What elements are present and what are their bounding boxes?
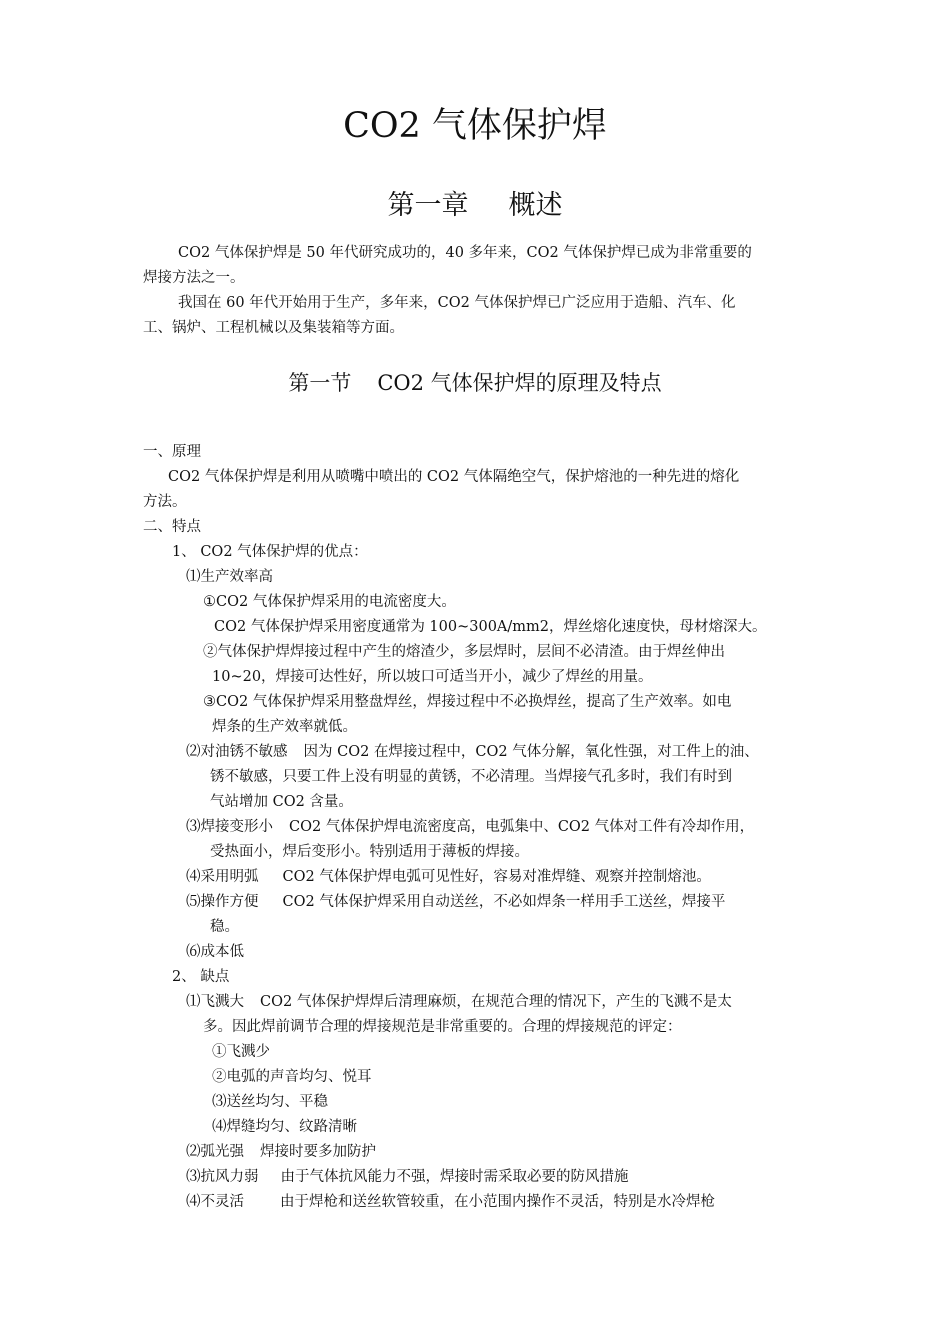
principle-line-1: CO2 气体保护焊是利用从喷嘴中喷出的 CO2 气体隔绝空气，保护熔池的一种先进的熔化 — [168, 469, 740, 485]
advantage-5-line-2: 稳。 — [210, 919, 239, 935]
advantage-5-text: CO2 气体保护焊采用自动送丝，不必如焊条一样用手工送丝，焊接平 — [282, 894, 726, 910]
section-number: 第一节 — [288, 371, 352, 395]
advantage-2-line-2: 锈不敏感，只要工件上没有明显的黄锈，不必清理。当焊接气孔多时，我们有时到 — [210, 769, 732, 785]
disadvantage-1-line-1 — [186, 991, 732, 1013]
criterion-2: ②电弧的声音均匀、悦耳 — [212, 1069, 372, 1085]
advantage-4-text: CO2 气体保护焊电弧可见性好，容易对准焊缝、观察并控制熔池。 — [282, 869, 711, 885]
document-title: CO2 气体保护焊 — [343, 106, 607, 146]
criterion-4: ⑷焊缝均匀、纹路清晰 — [212, 1119, 357, 1135]
advantage-3-line-1 — [186, 816, 754, 838]
disadvantage-1-label: ⑴飞溅大 — [186, 994, 244, 1010]
advantage-4-line — [186, 866, 711, 888]
section-name: CO2 气体保护焊的原理及特点 — [377, 371, 662, 395]
disadvantage-1-line-2: 多。因此焊前调节合理的焊接规范是非常重要的。合理的焊接规范的评定： — [203, 1019, 682, 1035]
advantage-2-line-1 — [186, 741, 759, 763]
advantage-4-label: ⑷采用明弧 — [186, 869, 259, 885]
advantage-3-text: CO2 气体保护焊电流密度高，电弧集中、CO2 气体对工件有冷却作用， — [289, 819, 755, 835]
chapter-number: 第一章 — [387, 190, 469, 221]
advantage-1-point-3-line-1: ③CO2 气体保护焊采用整盘焊丝，焊接过程中不必换焊丝，提高了生产效率。如电 — [203, 694, 732, 710]
advantage-5-line-1 — [186, 891, 725, 913]
advantage-1-point-2-line-2: 10~20，焊接可达性好，所以坡口可适当开小，减少了焊丝的用量。 — [212, 669, 653, 685]
section-heading — [0, 367, 950, 399]
advantage-1-point-1-detail: CO2 气体保护焊采用密度通常为 100~300A/mm2，焊丝熔化速度快，母材熔深大。 — [214, 619, 767, 635]
advantages-heading: 1、 CO2 气体保护焊的优点： — [172, 544, 368, 560]
intro-paragraph-1-line-1: CO2 气体保护焊是 50 年代研究成功的，40 多年来，CO2 气体保护焊已成为非常重要的 — [178, 245, 752, 261]
disadvantage-3-label: ⑶抗风力弱 — [186, 1169, 259, 1185]
chapter-name: 概述 — [508, 190, 563, 221]
advantage-2-text: 因为 CO2 在焊接过程中，CO2 气体分解，氧化性强，对工件上的油、 — [303, 744, 759, 760]
features-heading: 二、特点 — [143, 519, 201, 535]
advantage-1-point-3-line-2: 焊条的生产效率就低。 — [212, 719, 357, 735]
intro-paragraph-1-line-2: 焊接方法之一。 — [143, 270, 245, 286]
disadvantage-2-text: 焊接时要多加防护 — [260, 1144, 376, 1160]
advantage-2-label: ⑵对油锈不敏感 — [186, 744, 288, 760]
advantage-1-point-1: ①CO2 气体保护焊采用的电流密度大。 — [203, 594, 456, 610]
advantage-2-line-3: 气站增加 CO2 含量。 — [210, 794, 353, 810]
principle-line-2: 方法。 — [143, 494, 187, 510]
intro-paragraph-2-line-2: 工、锅炉、工程机械以及集装箱等方面。 — [143, 320, 404, 336]
advantage-5-label: ⑸操作方便 — [186, 894, 259, 910]
disadvantage-2-label: ⑵弧光强 — [186, 1144, 244, 1160]
disadvantage-2-line — [186, 1141, 376, 1163]
disadvantages-heading: 2、 缺点 — [172, 969, 230, 985]
advantage-3-line-2: 受热面小，焊后变形小。特别适用于薄板的焊接。 — [210, 844, 529, 860]
disadvantage-1-text: CO2 气体保护焊焊后清理麻烦，在规范合理的情况下，产生的飞溅不是太 — [260, 994, 732, 1010]
disadvantage-4-line — [186, 1191, 715, 1213]
advantage-1-label: ⑴生产效率高 — [186, 569, 273, 585]
chapter-heading — [0, 187, 950, 225]
disadvantage-3-line — [186, 1166, 629, 1188]
advantage-1-point-2-line-1: ②气体保护焊焊接过程中产生的熔渣少，多层焊时，层间不必清渣。由于焊丝伸出 — [203, 644, 725, 660]
criterion-3: ⑶送丝均匀、平稳 — [212, 1094, 328, 1110]
advantage-3-label: ⑶焊接变形小 — [186, 819, 273, 835]
advantage-6-label: ⑹成本低 — [186, 944, 244, 960]
disadvantage-4-text: 由于焊枪和送丝软管较重，在小范围内操作不灵活，特别是水冷焊枪 — [280, 1194, 715, 1210]
disadvantage-4-label: ⑷不灵活 — [186, 1194, 244, 1210]
criterion-1: ①飞溅少 — [212, 1044, 270, 1060]
principle-heading: 一、原理 — [143, 444, 201, 460]
disadvantage-3-text: 由于气体抗风能力不强，焊接时需采取必要的防风措施 — [280, 1169, 629, 1185]
intro-paragraph-2-line-1: 我国在 60 年代开始用于生产，多年来，CO2 气体保护焊已广泛应用于造船、汽车、化 — [178, 295, 736, 311]
